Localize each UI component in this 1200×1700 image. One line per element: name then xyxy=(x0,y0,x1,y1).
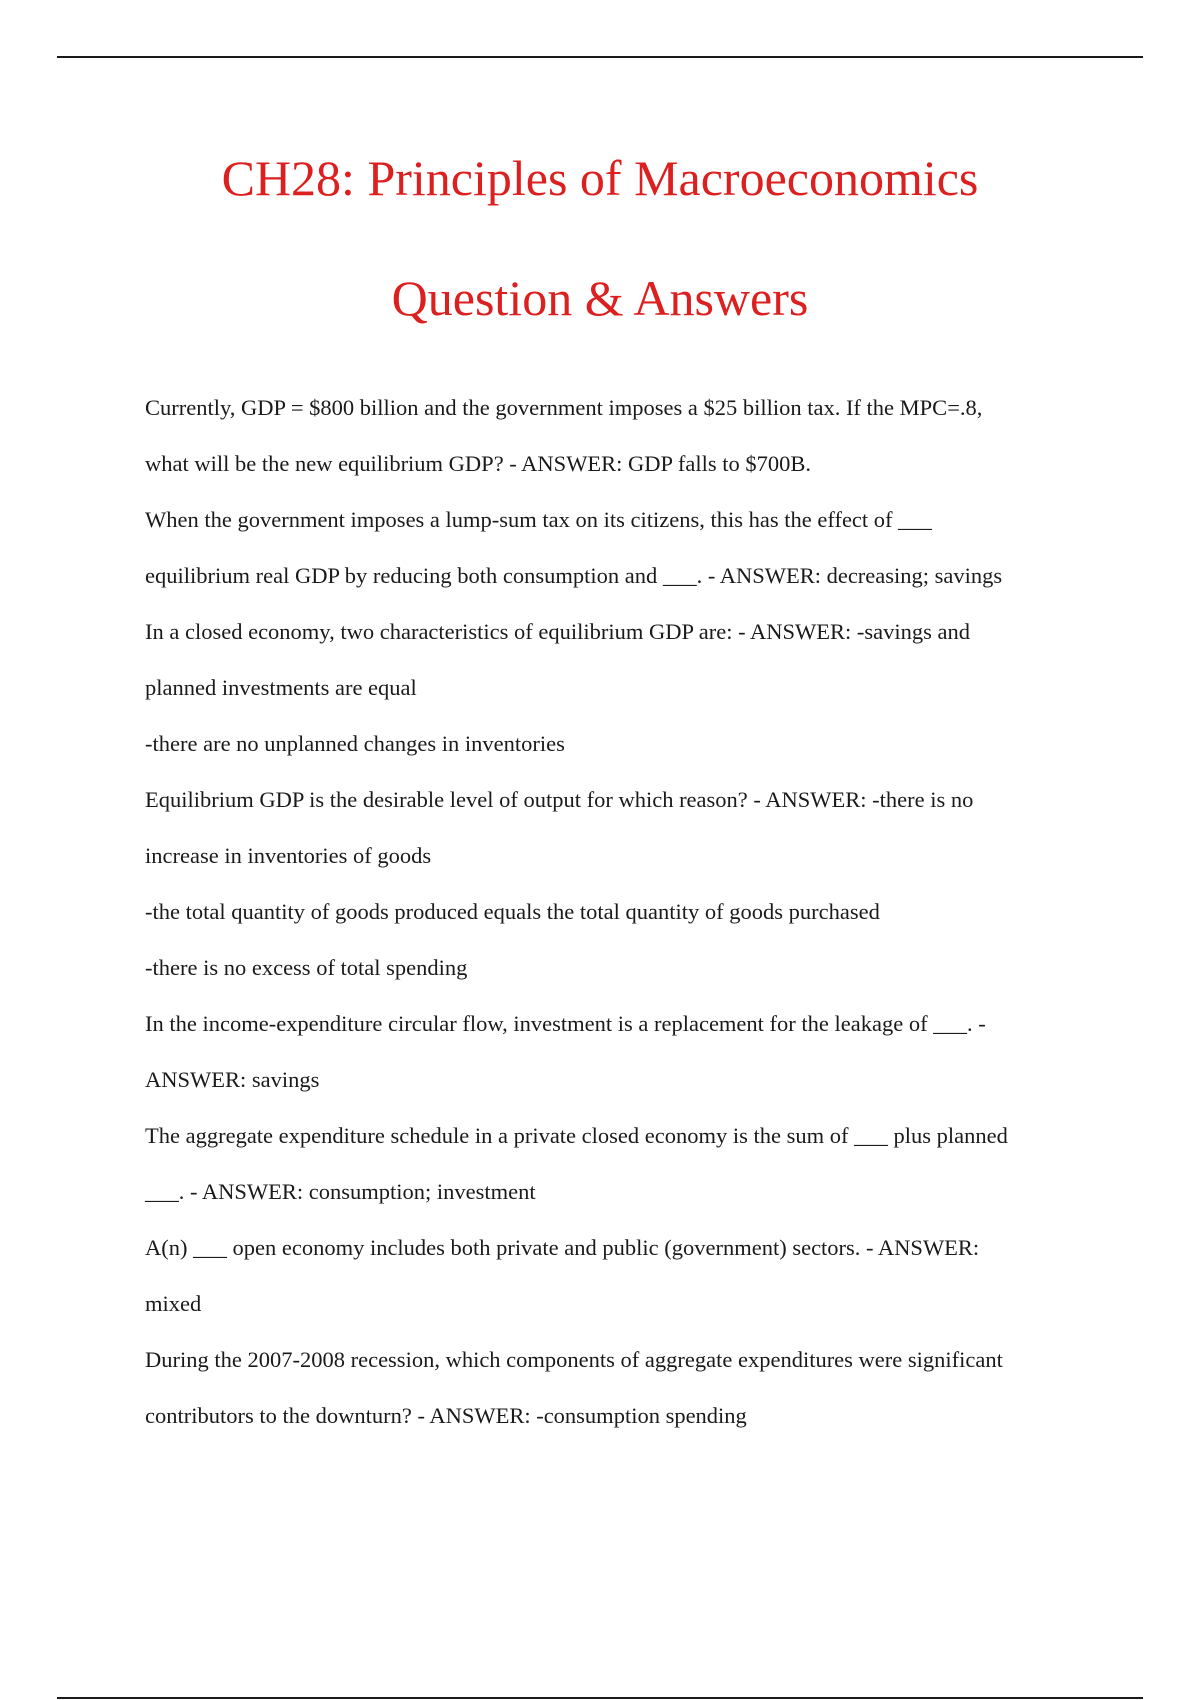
body-line: In the income-expenditure circular flow, investment is a replacement for the leakage of ___. - xyxy=(145,1011,986,1036)
body-line: During the 2007-2008 recession, which components of aggregate expenditures were significant xyxy=(145,1347,1003,1372)
body-line: -the total quantity of goods produced equals the total quantity of goods purchased xyxy=(145,899,880,924)
body-line: A(n) ___ open economy includes both private and public (government) sectors. - ANSWER: xyxy=(145,1235,980,1260)
body-line: ___. - ANSWER: consumption; investment xyxy=(145,1179,536,1204)
body-line: When the government imposes a lump-sum tax on its citizens, this has the effect of ___ xyxy=(145,507,932,532)
body-line: -there are no unplanned changes in inventories xyxy=(145,731,565,756)
body-line: -there is no excess of total spending xyxy=(145,955,468,980)
body-line: mixed xyxy=(145,1291,202,1316)
document-subtitle: Question & Answers xyxy=(391,270,809,326)
document-title: CH28: Principles of Macroeconomics xyxy=(221,150,979,206)
body-line: Currently, GDP = $800 billion and the government imposes a $25 billion tax. If the MPC=.8, xyxy=(145,395,983,420)
body-line: planned investments are equal xyxy=(145,675,417,700)
body-line: Equilibrium GDP is the desirable level of output for which reason? - ANSWER: -there is no xyxy=(145,787,974,812)
body-line: The aggregate expenditure schedule in a private closed economy is the sum of ___ plus planned xyxy=(145,1123,1008,1148)
body-line: ANSWER: savings xyxy=(145,1067,320,1092)
body-line: increase in inventories of goods xyxy=(145,843,432,868)
top-rule xyxy=(57,56,1143,58)
body-line: what will be the new equilibrium GDP? - ANSWER: GDP falls to $700B. xyxy=(145,451,811,476)
document-body xyxy=(145,380,1085,1444)
body-line: contributors to the downturn? - ANSWER: -consumption spending xyxy=(145,1403,747,1428)
bottom-rule xyxy=(57,1697,1143,1699)
body-line: In a closed economy, two characteristics of equilibrium GDP are: - ANSWER: -savings and xyxy=(145,619,970,644)
body-line: equilibrium real GDP by reducing both consumption and ___. - ANSWER: decreasing; savings xyxy=(145,563,1003,588)
